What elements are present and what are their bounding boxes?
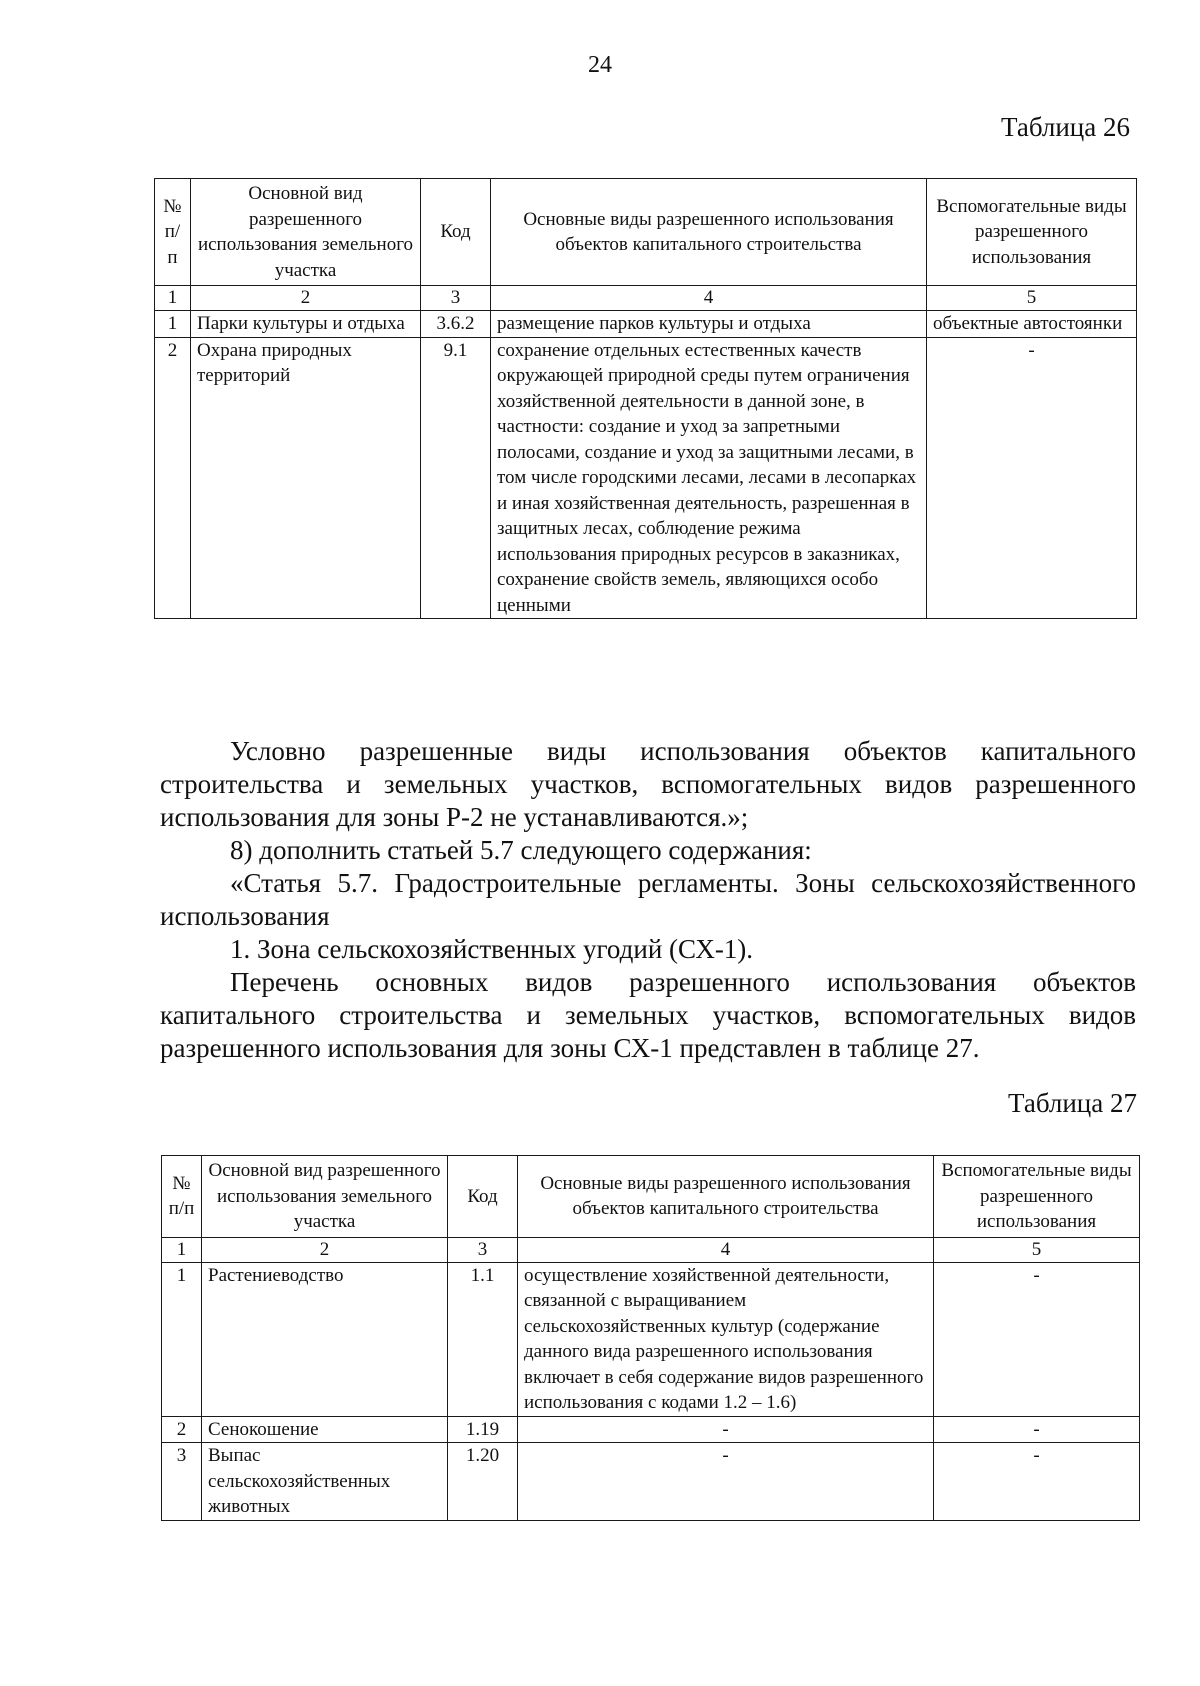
row-code: 9.1 <box>421 337 491 619</box>
header-code: Код <box>448 1156 518 1238</box>
header-main-use: Основной вид разрешенного использования земельного участка <box>191 179 421 286</box>
row-number: 1 <box>155 311 191 338</box>
row-auxiliary: - <box>934 1262 1140 1416</box>
header-main-capital-use: Основные виды разрешенного использования объектов капитального строительства <box>491 179 927 286</box>
row-auxiliary: - <box>934 1443 1140 1521</box>
row-auxiliary: - <box>927 337 1137 619</box>
paragraph: «Статья 5.7. Градостроительные регламенты. Зоны сельскохозяйственного использования <box>160 868 1136 931</box>
body-text <box>160 735 1136 1065</box>
table-row <box>162 1262 1140 1416</box>
row-auxiliary: объектные автостоянки <box>927 311 1137 338</box>
row-number: 3 <box>162 1443 202 1521</box>
row-main-use: Растениеводство <box>202 1262 448 1416</box>
header-number: № п/п <box>155 179 191 286</box>
table-row <box>155 311 1137 338</box>
row-main-use: Сенокошение <box>202 1416 448 1443</box>
row-main-use: Парки культуры и отдыха <box>191 311 421 338</box>
paragraph: Условно разрешенные виды использования объектов капитального строительства и земельных участков, вспомогательных видов разрешенного использования для зоны Р-2 не устанавливаются.»; <box>160 736 1136 832</box>
table-26 <box>154 178 1137 619</box>
table-27-caption: Таблица 27 <box>1008 1088 1137 1118</box>
column-number: 3 <box>448 1237 518 1262</box>
table-header-row <box>162 1156 1140 1238</box>
column-number: 3 <box>421 286 491 311</box>
header-number: № п/п <box>162 1156 202 1238</box>
header-auxiliary-use: Вспомогательные виды разрешенного использования <box>934 1156 1140 1238</box>
column-number-row <box>155 286 1137 311</box>
column-number: 1 <box>155 286 191 311</box>
column-number: 2 <box>202 1237 448 1262</box>
row-code: 3.6.2 <box>421 311 491 338</box>
column-number: 5 <box>934 1237 1140 1262</box>
paragraph: 8) дополнить статьей 5.7 следующего содержания: <box>230 835 812 865</box>
table-row <box>162 1416 1140 1443</box>
paragraph: Перечень основных видов разрешенного использования объектов капитального строительства и земельных участков, вспомогательных видов разрешенного использования для зоны СХ-1 представлен в таблице 27. <box>160 967 1136 1063</box>
row-number: 2 <box>162 1416 202 1443</box>
row-description: - <box>518 1416 934 1443</box>
column-number: 5 <box>927 286 1137 311</box>
table-26-caption: Таблица 26 <box>1001 112 1130 142</box>
header-auxiliary-use: Вспомогательные виды разрешенного использования <box>927 179 1137 286</box>
table-27 <box>161 1155 1140 1521</box>
table-row <box>155 337 1137 619</box>
row-code: 1.19 <box>448 1416 518 1443</box>
column-number: 4 <box>518 1237 934 1262</box>
page-number: 24 <box>588 52 612 78</box>
row-code: 1.1 <box>448 1262 518 1416</box>
row-description: осуществление хозяйственной деятельности, связанной с выращиванием сельскохозяйственных культур (содержание данного вида разрешенного использования включает в себя содержание видов разрешенного использования с кодами 1.2 – 1.6) <box>518 1262 934 1416</box>
column-number: 2 <box>191 286 421 311</box>
row-description: размещение парков культуры и отдыха <box>491 311 927 338</box>
row-main-use: Выпас сельскохозяйственных животных <box>202 1443 448 1521</box>
table-row <box>162 1443 1140 1521</box>
paragraph: 1. Зона сельскохозяйственных угодий (СХ-1). <box>230 934 754 964</box>
row-main-use: Охрана природных территорий <box>191 337 421 619</box>
header-main-capital-use: Основные виды разрешенного использования объектов капитального строительства <box>518 1156 934 1238</box>
row-description: сохранение отдельных естественных качеств окружающей природной среды путем ограничения хозяйственной деятельности в данной зоне, в частности: создание и уход за запретными полосами, создание и уход за защитными лесами, в том числе городскими лесами, лесами в лесопарках и иная хозяйственная деятельность, разрешенная в защитных лесах, соблюдение режима использования природных ресурсов в заказниках, сохранение свойств земель, являющихся особо ценными <box>491 337 927 619</box>
row-code: 1.20 <box>448 1443 518 1521</box>
header-code: Код <box>421 179 491 286</box>
column-number-row <box>162 1237 1140 1262</box>
column-number: 4 <box>491 286 927 311</box>
table-header-row <box>155 179 1137 286</box>
column-number: 1 <box>162 1237 202 1262</box>
header-main-use: Основной вид разрешенного использования земельного участка <box>202 1156 448 1238</box>
row-number: 1 <box>162 1262 202 1416</box>
row-number: 2 <box>155 337 191 619</box>
row-auxiliary: - <box>934 1416 1140 1443</box>
row-description: - <box>518 1443 934 1521</box>
